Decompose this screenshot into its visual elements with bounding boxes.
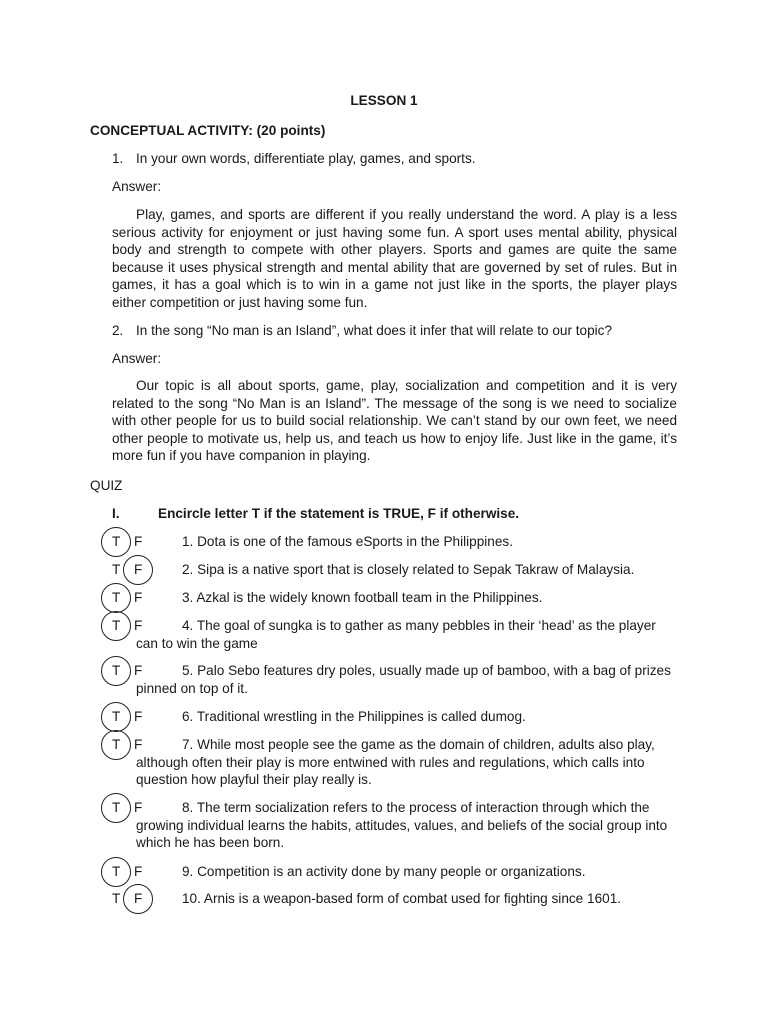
- true-option[interactable]: T: [112, 534, 121, 549]
- question-2-number: 2.: [112, 323, 124, 338]
- quiz-item-text: 9. Competition is an activity done by many people or organizations.: [182, 864, 586, 879]
- true-option[interactable]: T: [112, 709, 121, 724]
- false-option[interactable]: F: [134, 618, 143, 633]
- question-1-answer: Play, games, and sports are different if you really understand the word. A play is a less serious activity for enjoyment or just having some fun. A sport uses mental ability, physical body and strength to compete with other players. Sports and games are quite the same because it uses physical strength and mental ability that are governed by set of rules. But in games, it has a goal which is to win in a game not just like in the sports, the player plays either competition or just having some fun.: [112, 207, 677, 310]
- quiz-item-statement: [136, 736, 681, 789]
- true-option[interactable]: T: [112, 891, 121, 906]
- quiz-item-statement: [136, 708, 681, 726]
- lesson-title: LESSON 1: [350, 93, 418, 108]
- quiz-item-statement: [136, 533, 681, 551]
- true-option[interactable]: T: [112, 618, 121, 633]
- quiz-item-statement: [136, 617, 681, 652]
- quiz-instruction: Encircle letter T if the statement is TRUE, F if otherwise.: [158, 506, 520, 521]
- quiz-item-text: 7. While most people see the game as the domain of children, adults also play, although often their play is more entwined with rules and regulations, which calls into question how playful their play really is.: [136, 737, 655, 788]
- quiz-item-text: 4. The goal of sungka is to gather as many pebbles in their ‘head’ as the player can to win the game: [136, 618, 656, 651]
- false-option[interactable]: F: [134, 709, 143, 724]
- false-option[interactable]: F: [134, 891, 143, 906]
- question-2-answer-label: Answer:: [112, 351, 162, 366]
- quiz-item-text: 6. Traditional wrestling in the Philippines is called dumog.: [182, 709, 526, 724]
- quiz-label: QUIZ: [90, 478, 123, 493]
- question-1-number: 1.: [112, 151, 124, 166]
- question-1-text: In your own words, differentiate play, games, and sports.: [136, 151, 476, 166]
- quiz-item-text: 10. Arnis is a weapon-based form of combat used for fighting since 1601.: [182, 891, 622, 906]
- quiz-item-statement: [136, 863, 681, 881]
- true-option[interactable]: T: [112, 800, 121, 815]
- quiz-item-text: 5. Palo Sebo features dry poles, usually made up of bamboo, with a bag of prizes pinned on top of it.: [136, 663, 671, 696]
- quiz-item-statement: [136, 799, 681, 852]
- true-option[interactable]: T: [112, 562, 121, 577]
- true-option[interactable]: T: [112, 737, 121, 752]
- section-heading: CONCEPTUAL ACTIVITY: (20 points): [90, 123, 326, 138]
- true-option[interactable]: T: [112, 864, 121, 879]
- quiz-item-statement: [136, 561, 681, 579]
- quiz-item-statement: [136, 589, 681, 607]
- false-option[interactable]: F: [134, 737, 143, 752]
- true-option[interactable]: T: [112, 663, 121, 678]
- quiz-item-text: 2. Sipa is a native sport that is closely related to Sepak Takraw of Malaysia.: [182, 562, 635, 577]
- question-2-text: In the song “No man is an Island”, what does it infer that will relate to our topic?: [136, 323, 613, 338]
- false-option[interactable]: F: [134, 800, 143, 815]
- question-2-answer: Our topic is all about sports, game, play, socialization and competition and it is very related to the song “No Man is an Island”. The message of the song is we need to socialize with other people for us to build social relationship. We can’t stand by our own feet, we need other people to motivate us, help us, and teach us how to enjoy life. Just like in the game, it’s more fun if you have companion in playing.: [112, 378, 677, 464]
- quiz-item-statement: [136, 890, 681, 908]
- true-option[interactable]: T: [112, 590, 121, 605]
- false-option[interactable]: F: [134, 534, 143, 549]
- false-option[interactable]: F: [134, 590, 143, 605]
- false-option[interactable]: F: [134, 663, 143, 678]
- quiz-item-text: 3. Azkal is the widely known football team in the Philippines.: [182, 590, 543, 605]
- quiz-item-statement: [136, 662, 681, 697]
- question-1-answer-label: Answer:: [112, 179, 162, 194]
- false-option[interactable]: F: [134, 562, 143, 577]
- quiz-item-text: 1. Dota is one of the famous eSports in the Philippines.: [182, 534, 513, 549]
- false-option[interactable]: F: [134, 864, 143, 879]
- quiz-part-number: I.: [112, 506, 120, 521]
- quiz-item-text: 8. The term socialization refers to the process of interaction through which the growing individual learns the habits, attitudes, values, and beliefs of the social group into which he has been born.: [136, 800, 668, 851]
